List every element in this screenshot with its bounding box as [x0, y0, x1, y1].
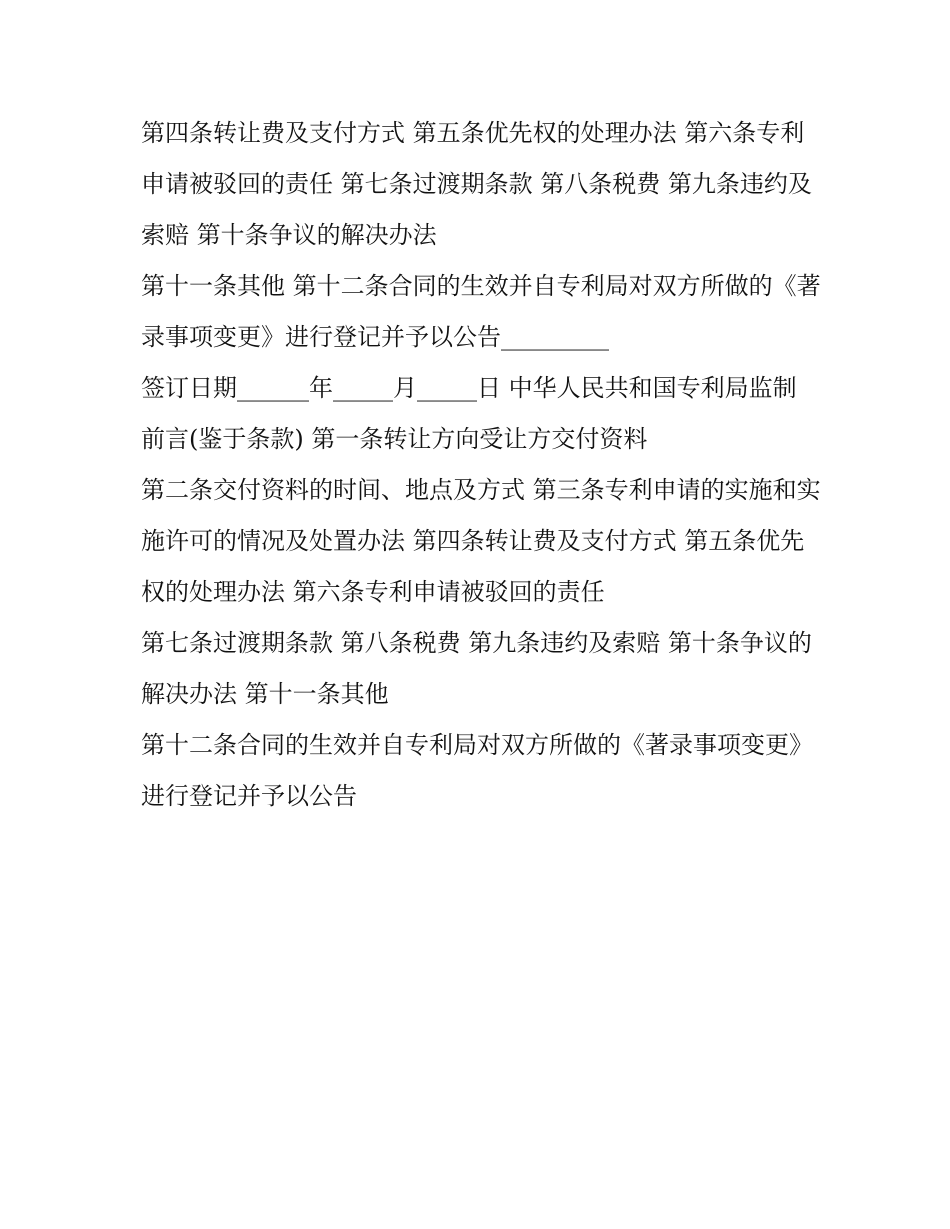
paragraph-preface-article-1: 前言(鉴于条款) 第一条转让方向受让方交付资料: [141, 425, 648, 453]
paragraph-signing-date: 签订日期______年_____月_____日 中华人民共和国专利局监制: [141, 374, 797, 402]
paragraph-articles-11-12: 第十一条其他 第十二条合同的生效并自专利局对双方所做的《著录事项变更》进行登记并予以公告_________: [141, 272, 821, 351]
paragraph-article-12: 第十二条合同的生效并自专利局对双方所做的《著录事项变更》进行登记并予以公告: [141, 731, 813, 810]
paragraph-articles-4-10: 第四条转让费及支付方式 第五条优先权的处理办法 第六条专利申请被驳回的责任 第七条过渡期条款 第八条税费 第九条违约及索赔 第十条争议的解决办法: [141, 119, 812, 249]
document-body: [141, 108, 821, 822]
paragraph-articles-2-6: 第二条交付资料的时间、地点及方式 第三条专利申请的实施和实施许可的情况及处置办法 第四条转让费及支付方式 第五条优先权的处理办法 第六条专利申请被驳回的责任: [141, 476, 821, 606]
paragraph-articles-7-11: 第七条过渡期条款 第八条税费 第九条违约及索赔 第十条争议的解决办法 第十一条其他: [141, 629, 812, 708]
